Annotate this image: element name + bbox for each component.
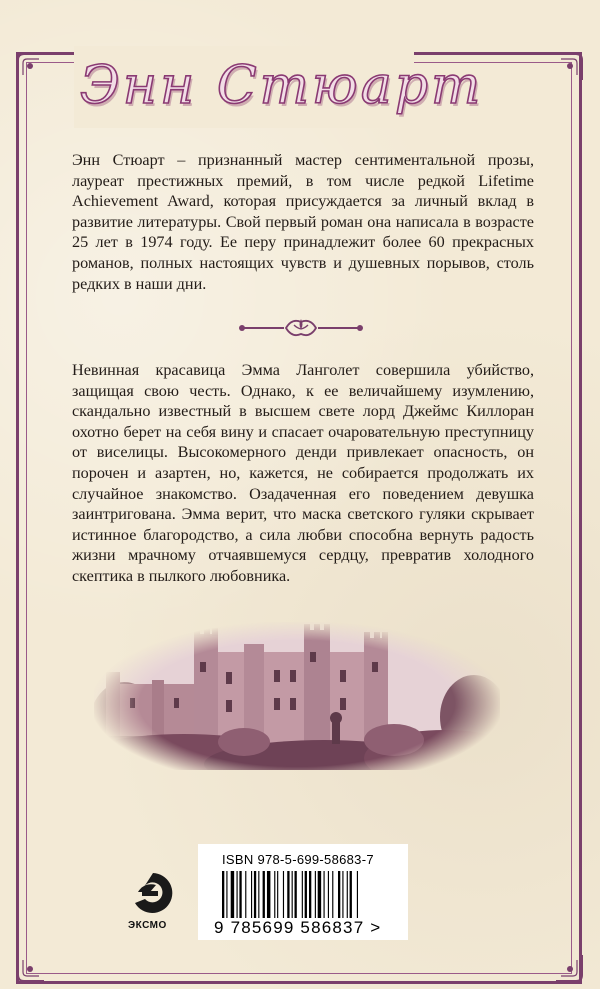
author-bio: Энн Стюарт – признанный мастер сентиментальной прозы, лауреат престижных премий, в том числе редкой Lifetime Achievement Award, которая присуждается за личный вклад в развитие литературы. Свой первый роман она написала в возрасте 25 лет в 1974 году. Ее перу принадлежит более 60 прекрасных романов, полных настоящих чувств и душевных порывов, столь редких в наши дни.	[72, 151, 534, 293]
author-name: Энн Стюарт	[80, 56, 484, 116]
barcode-icon	[222, 871, 394, 921]
ornament-divider-icon	[236, 313, 366, 343]
corner-ornament-icon	[14, 951, 48, 985]
castle-illustration	[94, 622, 500, 770]
book-synopsis: Невинная красавица Эмма Ланголет совершила убийство, защищая свою честь. Однако, к ее величайшему изумлению, скандально известный в высшем свете лорд Джеймс Киллоран охотно берет на себя вину и спасает очаровательную преступницу от виселицы. Высокомерного денди привлекает опасность, он порочен и азартен, но, кажется, не собирается продолжать их случайное знакомство. Озадаченная его поведением девушка заинтригована. Эмма верит, что маска светского гуляки скрывает истинное благородство, а сила любви способна вернуть радость жизни мрачному отчаявшемуся сердцу, превратив холодного скептика в пылкого любовника.	[72, 361, 534, 585]
eksmo-logo-icon	[130, 870, 176, 916]
barcode-digits: 9 785699 586837 >	[214, 918, 382, 937]
corner-ornament-icon	[552, 50, 586, 84]
corner-ornament-icon	[14, 50, 48, 84]
corner-ornament-icon	[552, 951, 586, 985]
publisher-name: ЭКСМО	[128, 920, 167, 931]
isbn-label: ISBN 978-5-699-58683-7	[222, 852, 374, 867]
